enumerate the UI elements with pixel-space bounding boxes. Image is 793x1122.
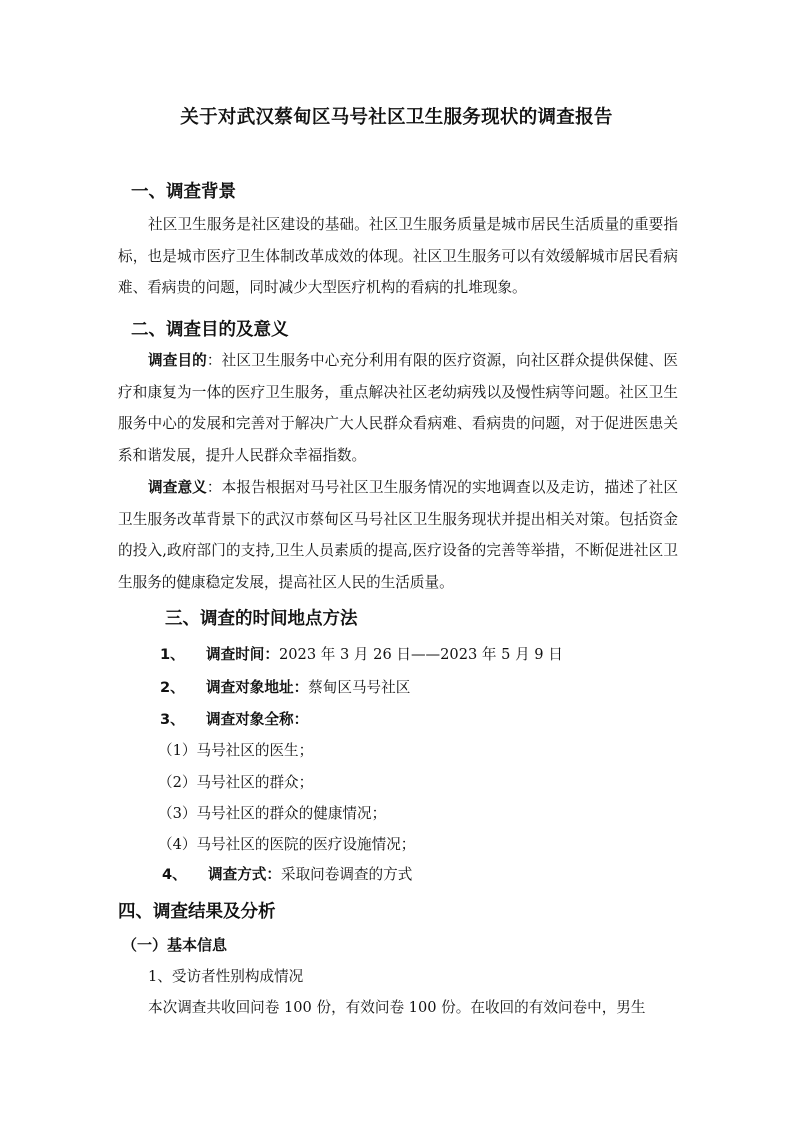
results-paragraph: 本次调查共收回问卷 100 份，有效问卷 100 份。在收回的有效问卷中，男生 bbox=[148, 999, 646, 1016]
info-item-value: 蔡甸区马号社区 bbox=[308, 679, 411, 696]
subject-list-item: （2）马号社区的群众； bbox=[158, 774, 314, 791]
section-heading-purpose: 二、调查目的及意义 bbox=[131, 320, 289, 340]
purpose-text: ：社区卫生服务中心充分利用有限的医疗资源，向社区群众提供保健、医疗和康复为一体的医疗卫生服务，重点解决社区老幼病残以及慢性病等问题。社区卫生服务中心的发展和完善对于解决广大人民群众看病难、看病贵的问题，对于促进医患关系和谐发展，提升人民群众幸福指数。 bbox=[118, 352, 678, 464]
significance-paragraph bbox=[118, 472, 678, 598]
significance-text: ：本报告根据对马号社区卫生服务情况的实地调查以及走访，描述了社区卫生服务改革背景下的武汉市蔡甸区马号社区卫生服务现状并提出相关对策。包括资金的投入,政府部门的支持,卫生人员素质的提高,医疗设备的完善等举措，不断促进社区卫生服务的健康稳定发展，提高社区人民的生活质量。 bbox=[118, 479, 678, 591]
section-heading-background: 一、调查背景 bbox=[131, 182, 236, 202]
info-item-time bbox=[160, 643, 563, 664]
document-title: 关于对武汉蔡甸区马号社区卫生服务现状的调查报告 bbox=[180, 107, 613, 128]
info-item-subjects bbox=[160, 708, 308, 729]
section-heading-results: 四、调查结果及分析 bbox=[118, 902, 276, 922]
info-item-value: 采取问卷调查的方式 bbox=[280, 866, 413, 883]
info-item-value: 2023 年 3 月 26 日——2023 年 5 月 9 日 bbox=[278, 646, 563, 663]
purpose-label: 调查目的 bbox=[148, 352, 207, 369]
purpose-paragraph bbox=[118, 345, 678, 471]
subsection-heading-basic-info: （一）基本信息 bbox=[122, 936, 228, 954]
info-item-label: 调查时间： bbox=[206, 646, 279, 663]
subject-list-item: （3）马号社区的群众的健康情况； bbox=[158, 805, 387, 822]
subject-list-item: （4）马号社区的医院的医疗设施情况； bbox=[158, 836, 416, 853]
info-item-number: 4、 bbox=[162, 866, 187, 883]
section-heading-method: 三、调查的时间地点方法 bbox=[165, 609, 358, 629]
info-item-number: 1、 bbox=[160, 646, 185, 663]
info-item-method bbox=[162, 863, 412, 884]
info-item-number: 3、 bbox=[160, 711, 185, 728]
info-item-label: 调查对象地址： bbox=[206, 679, 309, 696]
background-paragraph: 社区卫生服务是社区建设的基础。社区卫生服务质量是城市居民生活质量的重要指标，也是城市医疗卫生体制改革成效的体现。社区卫生服务可以有效缓解城市居民看病难、看病贵的问题，同时减少大型医疗机构的看病的扎堆现象。 bbox=[118, 216, 678, 296]
subject-list-item: （1）马号社区的医生； bbox=[158, 742, 314, 759]
gender-composition-item: 1、受访者性别构成情况 bbox=[148, 968, 304, 985]
significance-label: 调查意义 bbox=[148, 479, 207, 496]
info-item-label: 调查对象全称： bbox=[206, 711, 309, 728]
info-item-number: 2、 bbox=[160, 679, 185, 696]
info-item-address bbox=[160, 676, 410, 697]
info-item-label: 调查方式： bbox=[208, 866, 281, 883]
